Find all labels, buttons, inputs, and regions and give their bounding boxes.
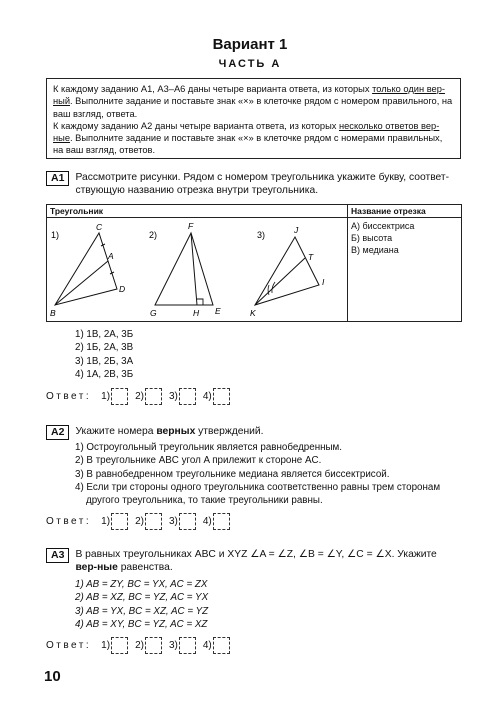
answer-number: 4) [202, 640, 212, 651]
answer-checkbox[interactable] [179, 637, 196, 654]
triangles-figure [47, 219, 347, 322]
vertex-label: E [215, 306, 221, 316]
answer-checkbox[interactable] [179, 388, 196, 405]
question-text-part: Укажите номера [75, 426, 157, 437]
statement: другого треугольника, то такие треугольники равны. [86, 495, 323, 507]
question-tag: А1 [46, 171, 69, 186]
column-header-segment: Название отрезка [351, 206, 426, 216]
segment-names [351, 220, 414, 256]
a1-options [75, 328, 133, 381]
question-text: Рассмотрите рисунки. Рядом с номером треугольника укажите букву, соответ-ствующую названию отрезка внутри треугольника. [75, 172, 450, 196]
question-a1 [46, 171, 466, 197]
segment-name: А) биссектриса [351, 221, 415, 231]
triangle-1 [50, 222, 125, 318]
option: 3) 1В, 2Б, 3А [75, 355, 134, 367]
answer-number: 2) [135, 640, 144, 651]
option: 3) AB = YX, BC = XZ, AC = YZ [75, 605, 209, 617]
answer-checkbox[interactable] [111, 637, 128, 654]
option: 4) AB = XY, BC = YZ, AC = XZ [75, 618, 208, 630]
part-heading: ЧАСТЬ А [218, 58, 282, 70]
answer-checkbox[interactable] [213, 513, 230, 530]
question-text [75, 548, 455, 574]
segment-name: В) медиана [351, 245, 399, 255]
answer-checkbox[interactable] [213, 388, 230, 405]
figure-number: 1) [51, 230, 60, 240]
instructions-text: . Выполните задание и поставьте знак «×» в клеточке рядом с номером правильного, на ваш взгляд, ответа. [53, 96, 453, 119]
vertex-label: T [308, 252, 314, 262]
answer-number: 4) [202, 391, 212, 402]
option: 1) 1В, 2А, 3Б [75, 329, 134, 340]
instructions-text: К каждому заданию А2 даны четыре варианта ответа, из которых [53, 120, 339, 131]
instructions-box [46, 78, 461, 159]
answer-number: 1) [101, 640, 111, 651]
answer-number: 2) [135, 516, 144, 527]
answer-label: Ответ: [46, 391, 92, 402]
question-tag: А2 [46, 425, 69, 440]
question-text-part: В равных треугольниках ABC и XYZ ∠A = ∠Z, ∠B = ∠Y, ∠C = ∠X. Укажите [75, 549, 437, 560]
answer-row-a3 [46, 637, 237, 654]
option: 4) 1А, 2В, 3Б [75, 368, 134, 380]
question-a2 [46, 425, 466, 440]
column-divider [347, 205, 348, 321]
a3-options [75, 578, 208, 631]
answer-number: 1) [101, 516, 111, 527]
vertex-label: D [119, 284, 126, 294]
answer-number: 3) [168, 640, 178, 651]
question-text-bold: верных [156, 426, 196, 437]
question-text-part: утверждений. [195, 426, 264, 437]
vertex-label: A [108, 251, 114, 261]
vertex-label: I [322, 277, 325, 287]
question-text-part: равенства. [117, 562, 173, 573]
answer-checkbox[interactable] [111, 513, 128, 530]
a2-statements [75, 441, 465, 507]
figure-number: 2) [149, 230, 158, 240]
column-header-triangle: Треугольник [50, 206, 104, 216]
option: 2) 1Б, 2А, 3В [75, 342, 134, 354]
statement: 4) Если три стороны одного треугольника соответственно равны трем сторонам [75, 481, 441, 493]
triangle-2 [150, 221, 221, 318]
answer-label: Ответ: [46, 516, 92, 527]
statement: 3) В равнобедренном треугольнике медиана является биссектрисой. [75, 468, 390, 480]
table-header [47, 205, 461, 218]
vertex-label: H [193, 308, 200, 318]
answer-label: Ответ: [46, 640, 92, 651]
vertex-label: B [50, 308, 56, 318]
instructions-underline: несколько ответов вер-ные [53, 120, 440, 144]
vertex-label: G [150, 308, 157, 318]
question-tag: А3 [46, 548, 69, 563]
answer-number: 1) [101, 391, 111, 402]
answer-checkbox[interactable] [145, 513, 162, 530]
answer-number: 4) [202, 516, 212, 527]
option: 2) AB = XZ, BC = YZ, AC = YX [75, 592, 209, 604]
question-text [75, 425, 263, 440]
statement: 1) Остроугольный треугольник является равнобедренным. [75, 442, 343, 453]
answer-checkbox[interactable] [145, 388, 162, 405]
question-a3 [46, 548, 466, 574]
instructions-underline: только один вер-ный [53, 84, 445, 107]
instructions-text: . Выполните задание и поставьте знак «×» в клеточке рядом с номерами правильных, на ваш взгляд, ответов. [53, 133, 443, 156]
vertex-label: K [250, 308, 256, 318]
option: 1) AB = ZY, BC = YX, AC = ZX [75, 579, 208, 590]
answer-row-a1 [46, 388, 237, 405]
vertex-label: F [188, 221, 194, 231]
page-title: Вариант 1 [212, 36, 288, 53]
answer-checkbox[interactable] [213, 637, 230, 654]
answer-number: 3) [168, 516, 178, 527]
vertex-label: J [294, 225, 299, 235]
answer-checkbox[interactable] [179, 513, 196, 530]
segment-name: Б) высота [351, 233, 393, 243]
question-text-bold: вер-ные [75, 562, 118, 573]
statement: 2) В треугольнике ABC угол A прилежит к стороне AC. [75, 455, 322, 467]
answer-number: 2) [135, 391, 144, 402]
answer-row-a2 [46, 513, 237, 530]
answer-checkbox[interactable] [111, 388, 128, 405]
figure-number: 3) [257, 230, 266, 240]
vertex-label: C [96, 222, 103, 232]
instructions-text: К каждому заданию А1, А3–А6 даны четыре варианта ответа, из которых [53, 84, 373, 94]
page-number: 10 [44, 668, 61, 685]
answer-number: 3) [168, 391, 178, 402]
answer-checkbox[interactable] [145, 637, 162, 654]
figures-table [46, 204, 462, 322]
